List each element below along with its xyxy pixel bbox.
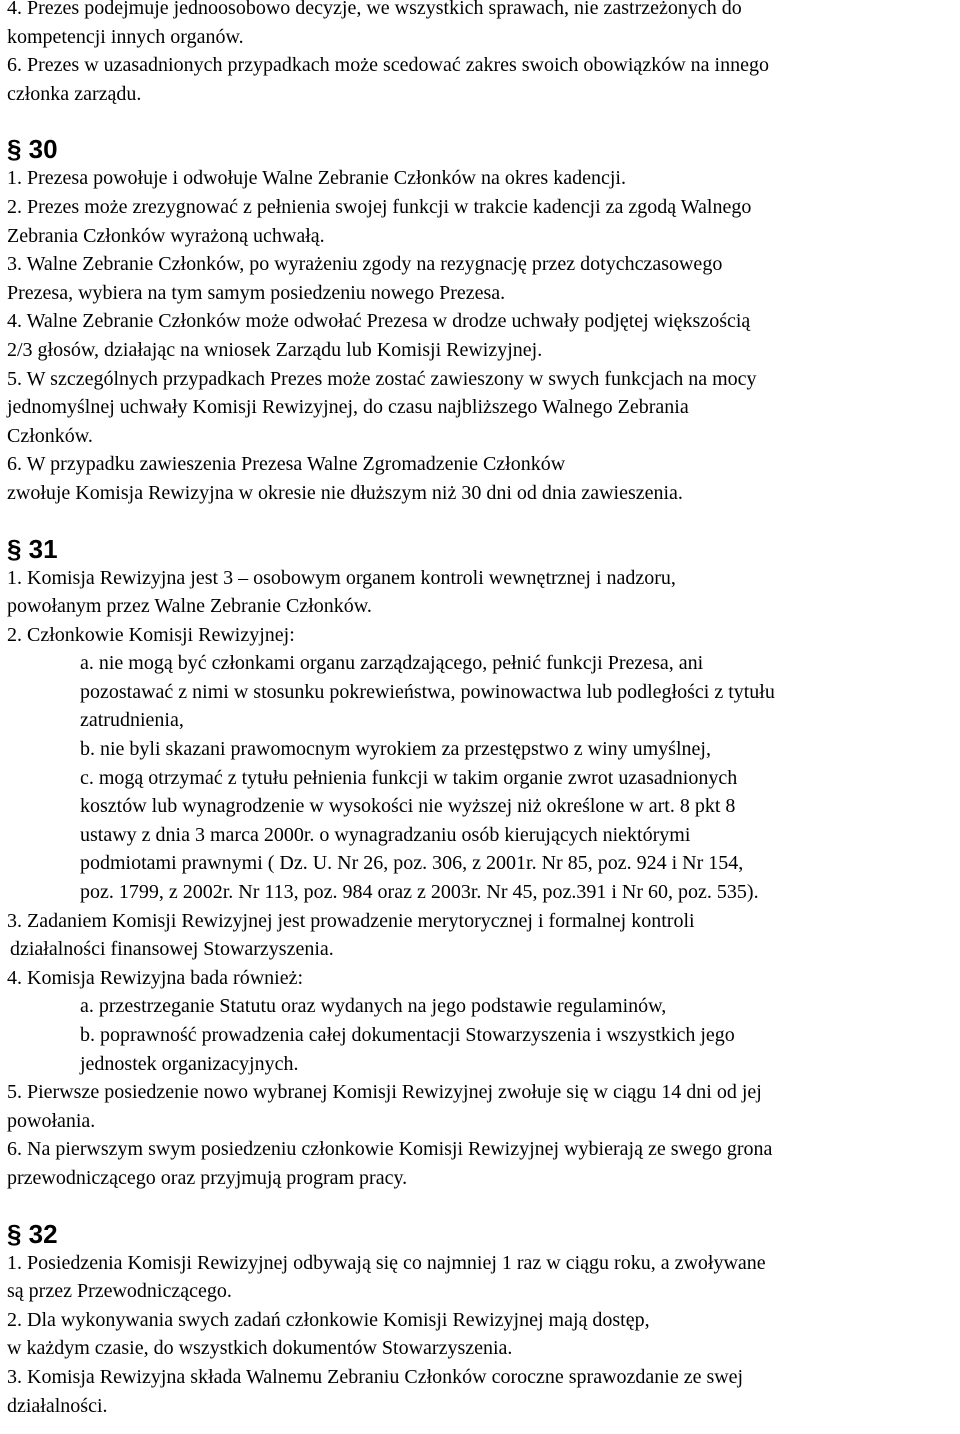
text-line: powołania.: [7, 1109, 96, 1132]
text-line: Zebrania Członków wyrażoną uchwałą.: [7, 224, 325, 247]
text-line: przewodniczącego oraz przyjmują program pracy.: [7, 1166, 408, 1189]
list-subitem-line: b. poprawność prowadzenia całej dokumentacji Stowarzyszenia i wszystkich jego: [80, 1024, 735, 1046]
text-line: 3. Zadaniem Komisji Rewizyjnej jest prowadzenie merytorycznej i formalnej kontroli: [7, 909, 695, 932]
list-subitem-line: a. przestrzeganie Statutu oraz wydanych na jego podstawie regulaminów,: [80, 995, 667, 1018]
text-line: 1. Prezesa powołuje i odwołuje Walne Zebranie Członków na okres kadencji.: [7, 167, 626, 190]
text-line: Prezesa, wybiera na tym samym posiedzeniu nowego Prezesa.: [7, 281, 506, 304]
text-line: Członków.: [7, 424, 93, 447]
list-subitem-line: kosztów lub wynagrodzenie w wysokości nie wyższej niż określone w art. 8 pkt 8: [80, 795, 736, 818]
text-line: 6. Prezes w uzasadnionych przypadkach może scedować zakres swoich obowiązków na innego: [7, 54, 769, 77]
text-line: działalności finansowej Stowarzyszenia.: [10, 938, 334, 961]
text-line: 6. Na pierwszym swym posiedzeniu członkowie Komisji Rewizyjnej wybierają ze swego grona: [7, 1138, 773, 1161]
text-line: 4. Walne Zebranie Członków może odwołać Prezesa w drodze uchwały podjętej większością: [7, 310, 751, 333]
list-subitem-line: poz. 1799, z 2002r. Nr 113, poz. 984 oraz z 2003r. Nr 45, poz.391 i Nr 60, poz. 535).: [80, 881, 759, 904]
text-line: kompetencji innych organów.: [7, 25, 244, 48]
list-subitem-line: a. nie mogą być członkami organu zarządzającego, pełnić funkcji Prezesa, ani: [80, 652, 704, 675]
text-line: 1. Posiedzenia Komisji Rewizyjnej odbywają się co najmniej 1 raz w ciągu roku, a zwoływane: [7, 1251, 766, 1274]
section-heading: § 30: [7, 134, 58, 165]
section-heading: § 31: [7, 533, 58, 564]
list-subitem-line: ustawy z dnia 3 marca 2000r. o wynagradzaniu osób kierujących niektórymi: [80, 823, 691, 846]
paragraph-spacer: [7, 108, 957, 134]
list-subitem-line: c. mogą otrzymać z tytułu pełnienia funkcji w takim organie zwrot uzasadnionych: [80, 766, 738, 789]
list-subitem-line: podmiotami prawnymi ( Dz. U. Nr 26, poz. 306, z 2001r. Nr 85, poz. 924 i Nr 154,: [80, 852, 744, 875]
paragraph-spacer: [7, 508, 957, 534]
text-line: 5. Pierwsze posiedzenie nowo wybranej Komisji Rewizyjnej zwołuje się w ciągu 14 dni od jej: [7, 1081, 762, 1104]
text-line: są przez Przewodniczącego.: [7, 1280, 232, 1303]
text-line: powołanym przez Walne Zebranie Członków.: [7, 595, 372, 618]
text-line: członka zarządu.: [7, 82, 142, 105]
text-line: 5. W szczególnych przypadkach Prezes może zostać zawieszony w swych funkcjach na mocy: [7, 367, 757, 390]
list-subitem-line: jednostek organizacyjnych.: [80, 1052, 299, 1075]
text-line: działalności.: [7, 1394, 108, 1417]
text-line: zwołuje Komisja Rewizyjna w okresie nie dłuższym niż 30 dni od dnia zawieszenia.: [7, 481, 683, 504]
document-page: [7, 0, 957, 1420]
list-subitem-line: pozostawać z nimi w stosunku pokrewieństwa, powinowactwa lub podległości z tytułu: [80, 680, 775, 703]
text-line: 4. Prezes podejmuje jednoosobowo decyzje, we wszystkich sprawach, nie zastrzeżonych do: [7, 0, 742, 19]
text-line: 2. Dla wykonywania swych zadań członkowie Komisji Rewizyjnej mają dostęp,: [7, 1308, 650, 1331]
text-line: w każdym czasie, do wszystkich dokumentów Stowarzyszenia.: [7, 1337, 513, 1360]
text-line: 4. Komisja Rewizyjna bada również:: [7, 966, 304, 989]
text-line: 2. Członkowie Komisji Rewizyjnej:: [7, 623, 295, 646]
list-subitem-line: zatrudnienia,: [80, 709, 184, 732]
text-line: 3. Komisja Rewizyjna składa Walnemu Zebraniu Członków coroczne sprawozdanie ze swej: [7, 1365, 744, 1388]
text-line: 1. Komisja Rewizyjna jest 3 – osobowym organem kontroli wewnętrznej i nadzoru,: [7, 566, 676, 589]
text-line: 2. Prezes może zrezygnować z pełnienia swojej funkcji w trakcie kadencji za zgodą Walnego: [7, 195, 752, 218]
list-subitem-line: b. nie byli skazani prawomocnym wyrokiem za przestępstwo z winy umyślnej,: [80, 738, 711, 761]
paragraph-spacer: [7, 1193, 957, 1219]
text-line: 2/3 głosów, działając na wniosek Zarządu lub Komisji Rewizyjnej.: [7, 338, 543, 361]
text-line: jednomyślnej uchwały Komisji Rewizyjnej, do czasu najbliższego Walnego Zebrania: [7, 396, 689, 419]
text-line: 3. Walne Zebranie Członków, po wyrażeniu zgody na rezygnację przez dotychczasowego: [7, 253, 723, 276]
text-line: 6. W przypadku zawieszenia Prezesa Walne Zgromadzenie Członków: [7, 453, 566, 476]
section-heading: § 32: [7, 1218, 58, 1249]
